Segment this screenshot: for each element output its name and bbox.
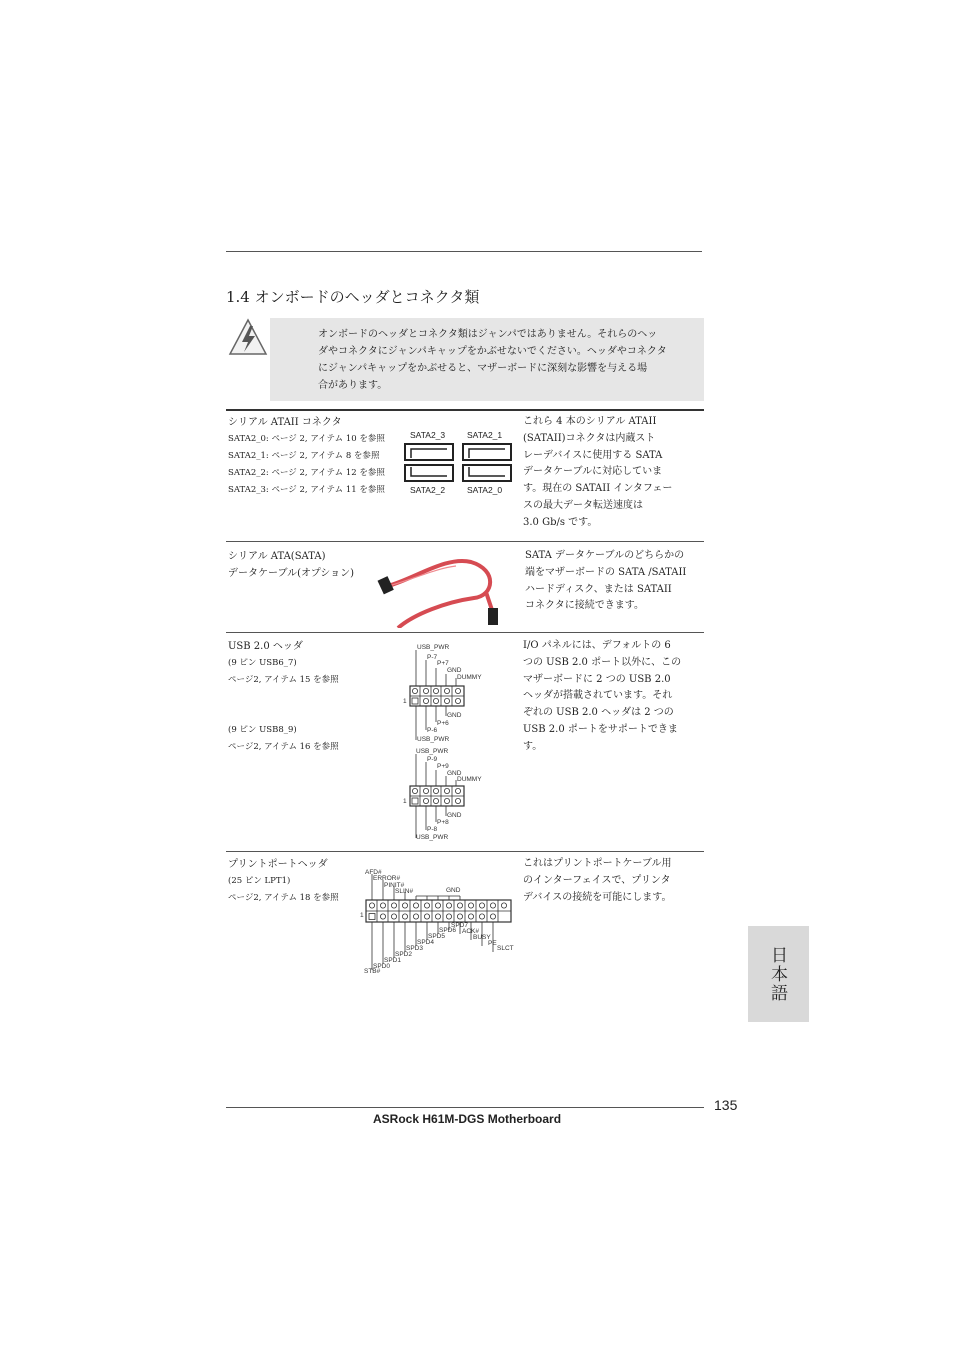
section-rule xyxy=(226,409,704,411)
printer-description xyxy=(523,856,703,906)
pin-label: P-6 xyxy=(427,727,438,734)
usb-header2-diagram xyxy=(400,746,520,846)
pin-label: USB_PWR xyxy=(417,736,450,743)
printer-title: プリントポートヘッダ xyxy=(228,859,328,870)
pin-label: USB_PWR xyxy=(416,748,449,755)
warning-line: オンボードのヘッダとコネクタ類はジャンパではありません。それらのヘッ xyxy=(318,329,658,340)
sata-description xyxy=(523,414,703,532)
sata-port-label: SATA2_2 xyxy=(410,485,446,495)
sata-ref-1: SATA2_1: ページ 2, アイテム 8 を参照 xyxy=(228,451,380,461)
pin-label: SPD2 xyxy=(395,951,412,958)
pin-label: GND xyxy=(446,887,461,894)
pin-label: P-8 xyxy=(427,826,438,833)
desc-line: マザーボードに 2 つの USB 2.0 xyxy=(523,673,671,685)
desc-line: レーデバイスに使用する SATA xyxy=(523,449,663,461)
pin-label: P+8 xyxy=(437,819,449,826)
footer-title: ASRock H61M-DGS Motherboard xyxy=(373,1112,562,1126)
desc-line: す。現在の SATAII インタフェー xyxy=(523,483,673,495)
desc-line: (SATAII)コネクタは内蔵スト xyxy=(523,432,656,444)
row-divider xyxy=(226,541,704,542)
pin-label: PINIT# xyxy=(384,882,405,889)
sata-port-label: SATA2_1 xyxy=(467,430,503,440)
cable-title: シリアル ATA(SATA) xyxy=(228,551,326,562)
sata-port-label: SATA2_3 xyxy=(410,430,446,440)
printer-pins: (25 ピン LPT1) xyxy=(228,876,291,886)
pin-label: P+6 xyxy=(437,720,449,727)
pin-label: SPD0 xyxy=(373,963,390,970)
section-title: 1.4 オンボードのヘッダとコネクタ類 xyxy=(226,288,480,306)
pin-label: GND xyxy=(447,770,462,777)
sata-port-label: SATA2_0 xyxy=(467,485,503,495)
pin-label: SPD1 xyxy=(384,957,401,964)
language-tab xyxy=(748,926,809,1022)
pin-label: SPD3 xyxy=(406,945,423,952)
top-rule xyxy=(226,251,702,252)
pin-one-label: 1 xyxy=(360,912,364,919)
usb-header2-pins: (9 ピン USB8_9) xyxy=(228,725,297,735)
pin-one-label: 1 xyxy=(403,798,407,805)
printer-ref: ページ2, アイテム 18 を参照 xyxy=(228,893,339,903)
pin-label: SPD7 xyxy=(451,922,468,929)
sata-cable-image xyxy=(376,548,506,628)
desc-line: ぞれの USB 2.0 ヘッダは 2 つの xyxy=(523,707,674,719)
pin-label: P-7 xyxy=(427,654,438,661)
pin-label: STB# xyxy=(364,968,381,975)
usb-header1-diagram xyxy=(400,640,520,750)
row-divider xyxy=(226,632,704,633)
desc-line: ハードディスク、または SATAII xyxy=(525,583,672,595)
pin-label: ACK# xyxy=(462,928,479,935)
pin-label: DUMMY xyxy=(457,674,482,681)
usb-description xyxy=(523,638,703,756)
sata-ref-3: SATA2_3: ページ 2, アイテム 11 を参照 xyxy=(228,485,385,495)
pin-label: P-9 xyxy=(427,756,438,763)
desc-line: つの USB 2.0 ポート以外に、この xyxy=(523,656,682,668)
sata-ref-0: SATA2_0: ページ 2, アイテム 10 を参照 xyxy=(228,434,385,444)
pin-label: SLCT xyxy=(497,945,514,952)
cable-subtitle: データケーブル(オプション) xyxy=(228,568,355,579)
desc-line: データケーブルに対応していま xyxy=(523,466,663,478)
pin-label: SPD6 xyxy=(439,927,456,934)
pin-label: GND xyxy=(447,667,462,674)
desc-line: 端をマザーボードの SATA /SATAII xyxy=(525,566,687,578)
desc-line: これはプリントポートケーブル用 xyxy=(523,858,672,869)
sata-connector-diagram xyxy=(404,442,514,484)
pin-label: SPD4 xyxy=(417,939,434,946)
desc-line: これら 4 本のシリアル ATAII xyxy=(523,416,657,427)
pin-label: ERROR# xyxy=(373,875,401,882)
desc-line: コネクタに接続できます。 xyxy=(525,600,644,612)
pin-label: GND xyxy=(447,812,462,819)
desc-line: I/O パネルには、デフォルトの 6 xyxy=(523,640,671,651)
sata-title: シリアル ATAII コネクタ xyxy=(228,417,342,428)
pin-one-label: 1 xyxy=(403,698,407,705)
pin-label: SLIN# xyxy=(395,888,414,895)
usb-header1-pins: (9 ピン USB6_7) xyxy=(228,658,297,668)
pin-label: BUSY xyxy=(473,934,491,941)
warning-line: ダやコネクタにジャンパキャップをかぶせないでください。ヘッダやコネクタ xyxy=(318,346,667,357)
desc-line: 3.0 Gb/s です。 xyxy=(523,516,598,528)
pin-label: AFD# xyxy=(365,869,382,876)
desc-line: ヘッダが搭載されています。それ xyxy=(523,690,673,702)
printer-header-diagram xyxy=(358,866,518,978)
desc-line: スの最大データ転送速度は xyxy=(523,499,643,511)
warning-line: にジャンパキャップをかぶせると、マザーボードに深刻な影響を与える場 xyxy=(318,363,648,374)
warning-text xyxy=(318,326,698,394)
sata-ref-2: SATA2_2: ページ 2, アイテム 12 を参照 xyxy=(228,468,385,478)
pin-label: USB_PWR xyxy=(416,834,449,841)
desc-line: USB 2.0 ポートをサポートできま xyxy=(523,723,678,735)
cable-description xyxy=(525,548,715,615)
desc-line: のインターフェイスで、プリンタ xyxy=(523,874,671,886)
pin-label: SPD5 xyxy=(428,933,445,940)
row-divider xyxy=(226,851,704,852)
pin-label: GND xyxy=(447,712,462,719)
page-number: 135 xyxy=(714,1097,738,1113)
pin-label: P+9 xyxy=(437,763,449,770)
pin-label: PE xyxy=(488,940,497,947)
pin-label: DUMMY xyxy=(457,776,482,783)
desc-line: SATA データケーブルのどちらかの xyxy=(525,550,685,561)
pin-label: P+7 xyxy=(437,660,449,667)
warning-line: 合があります。 xyxy=(318,380,388,391)
language-tab-label: 日本語 xyxy=(767,946,787,1003)
desc-line: す。 xyxy=(523,740,543,752)
desc-line: デバイスの接続を可能にします。 xyxy=(523,891,672,903)
pin-label: USB_PWR xyxy=(417,644,450,651)
usb-header1-ref: ページ2, アイテム 15 を参照 xyxy=(228,675,339,685)
footer-rule xyxy=(226,1107,704,1108)
usb-header2-ref: ページ2, アイテム 16 を参照 xyxy=(228,742,339,752)
warning-icon xyxy=(228,318,268,356)
usb-title: USB 2.0 ヘッダ xyxy=(228,641,303,652)
